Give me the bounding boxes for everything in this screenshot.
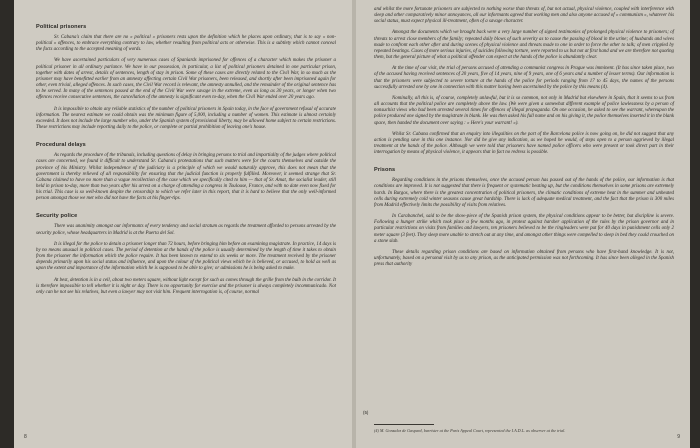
right-column [374, 7, 674, 273]
paragraph: We have ascertained particulars of very numerous cases of Spaniards imprisoned for offences of a character which makes the prisoner a political prisoner in all ordinary parlance. We have in our possession, in particular, a list of political prisoners detained in one particular prison, together with dates of arrest, details of sentences, length of stay in prison. Some of these cases are directly related to the Civil War, in so much as the prisoner may have benefitted earlier from an amnesty affecting certain Civil War prisoners, been released, and shortly after been imprisoned again for other, even trivial, alleged offences. In such cases, the Civil War record is relevant, the amnesty annulled, and the remainder of the original sentence has to be served. In many of the sentences passed at the end of the Civil War were savage in the extreme, even as long as 30 years, or longer when two offences receive consecutive sentences, the cancellation of the amnesty is significant even to-day, when the Civil War ended over 20 years ago. [36, 58, 336, 101]
paragraph: Nominally, all this is, of course, completely unlawful, but it is so common, not only in Madrid but elsewhere in Spain, that it seems to us from all accounts that the political police are completely above the law. (We were given a somewhat different example of police lawlessness by a person of nonsuchist views who had been arrested several times for offences of illegal propaganda. On one occasion, he asked to see the warrant, whereupon the police produced one signed by the magistrate in blank. He was then asked his full name and on his giving it, the police themselves inserted it in the blank space, then handed the document over saying : « Here's your warrant! »). [374, 95, 674, 126]
left-column [36, 24, 336, 301]
paragraph: These details regarding prison conditions are based on information obtained from persons who have first-hand knowledge. It is not, unfortunately, based on a personal visit by us to any prison, as the anticipated permission was not forthcoming. It has since been alleged in the Spanish press that authority [374, 249, 674, 268]
heading-procedural-delays: Procedural delays [36, 142, 86, 149]
paragraph: In Carabanchel, said to be the show-piece of the Spanish prison system, the physical conditions appear to be better, but discipline is severe. Following a hunger strike which took place a few months ago, in protest against harsher application of the rules by the prison governor and in particular restrictions on visits from families and lawyers, ten prisoners believed to be the ringleaders were put for 40 days in punishment cells only 2 meter square (3 feet). They sleep more unable to stretch out at any time, and amongst other things were compelled to sleep in bed they could crouched on a stone slab. [374, 214, 674, 244]
paragraph: Amongst the documents which we brought back were a very large number of signed testimonies of prolonged physical violence to prisoners; of threats to arrest close members of the family; repeated daily blows of such severity as to cause the passing of blood in the urine; of husbands and wives made to confront each other after and during scenes of physical violence and threats made to one in order to force the other to talk; of men crippled by repeated beatings. Cases of more serious injuries, of suicides following torture, were reported to us but not at first hand and we are therefore not quoting them, but the general picture of what a political offender can expect at the hands of the police is abundantly clear. [374, 30, 674, 61]
heading-security-police: Security police [36, 213, 78, 220]
footnote-text: (4) M. Gonzalez de Gaspard, barrister at the Paris Appeal Court, represented the I.A.D.L. as observer at the trial. [374, 428, 566, 433]
paragraph: Regarding conditions in the prisons themselves, once the accused person has passed out of the hands of the police, our information is that conditions are improved. It is not suggested that there is frequent or systematic beating up, but the conditions themselves in some prisons are extremely harsh. In Burgos, where there is the greatest concentration of political prisoners, the climatic conditions of extreme heat in the summer and unheated cells during extremely cold winter seasons cause great hardship. There is lack of adequate medical treatment, and the fact that the prison is 300 miles from Madrid effectively limits the possibility of visits from relatives. [374, 178, 674, 208]
footnote-rule [374, 424, 434, 425]
page-number: 8 [24, 434, 27, 440]
paragraph: It is impossible to obtain any reliable statistics of the number of political prisoners in Spain today, in the face of government refusal of accurate information. The nearest estimate we could obtain was the minimum figure of 5,000, including a number of women. This estimate is almost certainly exceeded. It does not include the large number who, under the Spanish system of provisional liberty, may be allowed home subject to certain restrictions. These restrictions may include reporting daily to the police, or complete or partial prohibition of leaving one's house. [36, 106, 336, 131]
right-page [356, 0, 690, 448]
left-page [14, 0, 352, 448]
footnote [374, 424, 674, 433]
page-number: 9 [677, 434, 680, 440]
paragraph: Whilst Sr. Cabana confirmed that an enquiry into illegalities on the part of the Barcelona police is now going on, he did not suggest that any action is pending save in this one instance. Nor did he give any indication, as we hoped he would, of steps open to a person aggrieved by illegal treatment at the hands of the police. Although we were told that prisoners have named police officers who were present or took direct part in their interrogation by means of physical violence, it appears that in fact no redress is possible. [374, 131, 674, 156]
paragraph: At best, detention is in a cell, about two meters square, without light except for such as comes through the grille from the bulb in the corridor. It is therefore impossible to tell whether it is night or day. There is no opportunity for exercise and the prisoner is always completely incommunicado. Not only can he not see his relatives, but even a lawyer may not visit him. Frequent interrogation is, of course, normal [36, 277, 336, 295]
paragraph: Sr. Cabana's claim that there are no « political » prisoners rests upon the definition which he places upon ordinary, that is to say « non- political » offences, to embrace everything contrary to law, whether resulting from political acts or otherwise. This is a subtlety which cannot conceal the facts according to the accepted meaning of words. [36, 35, 336, 53]
paragraph: At the time of our visit, the trial of persons accused of attending a communist congress in Prague was imminent. (It has since taken place, two of the accused having received sentences of 20 years, five of 14 years, nine of 9 years, one of 6 years and a number of lesser terms). Our information is that the prisoners were subjected to severe torture at the hands of the police for periods ranging from 17 to 45 days, the names of the persons successfully arrested one by one in connection with this matter having been ascertained by the police by this means (4). [374, 66, 674, 90]
paragraph: As regards the procedure of the tribunals, including questions of delay in bringing persons to trial and impartiality of the judges where political cases are concerned, we found it difficult to understand Sr. Cabana's protestations that such matters were for the courts themselves and outside the province of his Ministry. Whilst independence of the judiciary is a principle of which we would naturally approve, this does not mean that the government is thereby relieved of all responsibility for ensuring that the judicial function is properly fulfilled. Moreover, it seemed strange that Sr. Cabana claimed to have no more than a vague recollection of the case which we specifically cited to him — that of Sr. Amat, the socialist leader, still held in prison to-day, more than two years after his arrest on a charge of attending a congress in Toulouse, France, and with no date even now fixed for his trial. This case is so well-known despite the censorship to which we refer later in this report, that it is hard to believe that the only well-informed person amongst those we met who did not have the facts at his finger-tips. [36, 153, 336, 202]
paragraph: There was unanimity amongst our informants of every tendency and social stratum as regards the treatment afforded to persons arrested by the security police, whose headquarters in Madrid is at the Puerta del Sol. [36, 224, 336, 236]
margin-reference: (5) [363, 410, 369, 415]
paragraph: It is illegal for the police to detain a prisoner longer than 72 hours, before bringing him before an examining magistrate. In practice, 14 days is by no means unusual in political cases. The period of detention at the hands of the police is usually determined by the length of time it takes to obtain from the prisoner the information which the police require. It has been known to extend to six weeks or more. The treatment received by the prisoner depends primarily upon his social status and influence, and upon the colour of the political views which he is believed, or accused, to hold as well as upon the extent and importance of the information which he is supposed to be able to give; or admissions he is being asked to make. [36, 241, 336, 272]
heading-prisons: Prisons [374, 167, 396, 174]
paragraph: and whilst the more fortunate prisoners are subjected to nothing worse than threats of, but not actual, physical violence, coupled with interference with sleep and other comparatively minor annoyances, all our informants agreed that working men and also anyone accused of « communism », whatever his social status, must expect physical ill-treatment, often of a savage character. [374, 7, 674, 25]
heading-political-prisoners: Political prisoners [36, 24, 87, 30]
